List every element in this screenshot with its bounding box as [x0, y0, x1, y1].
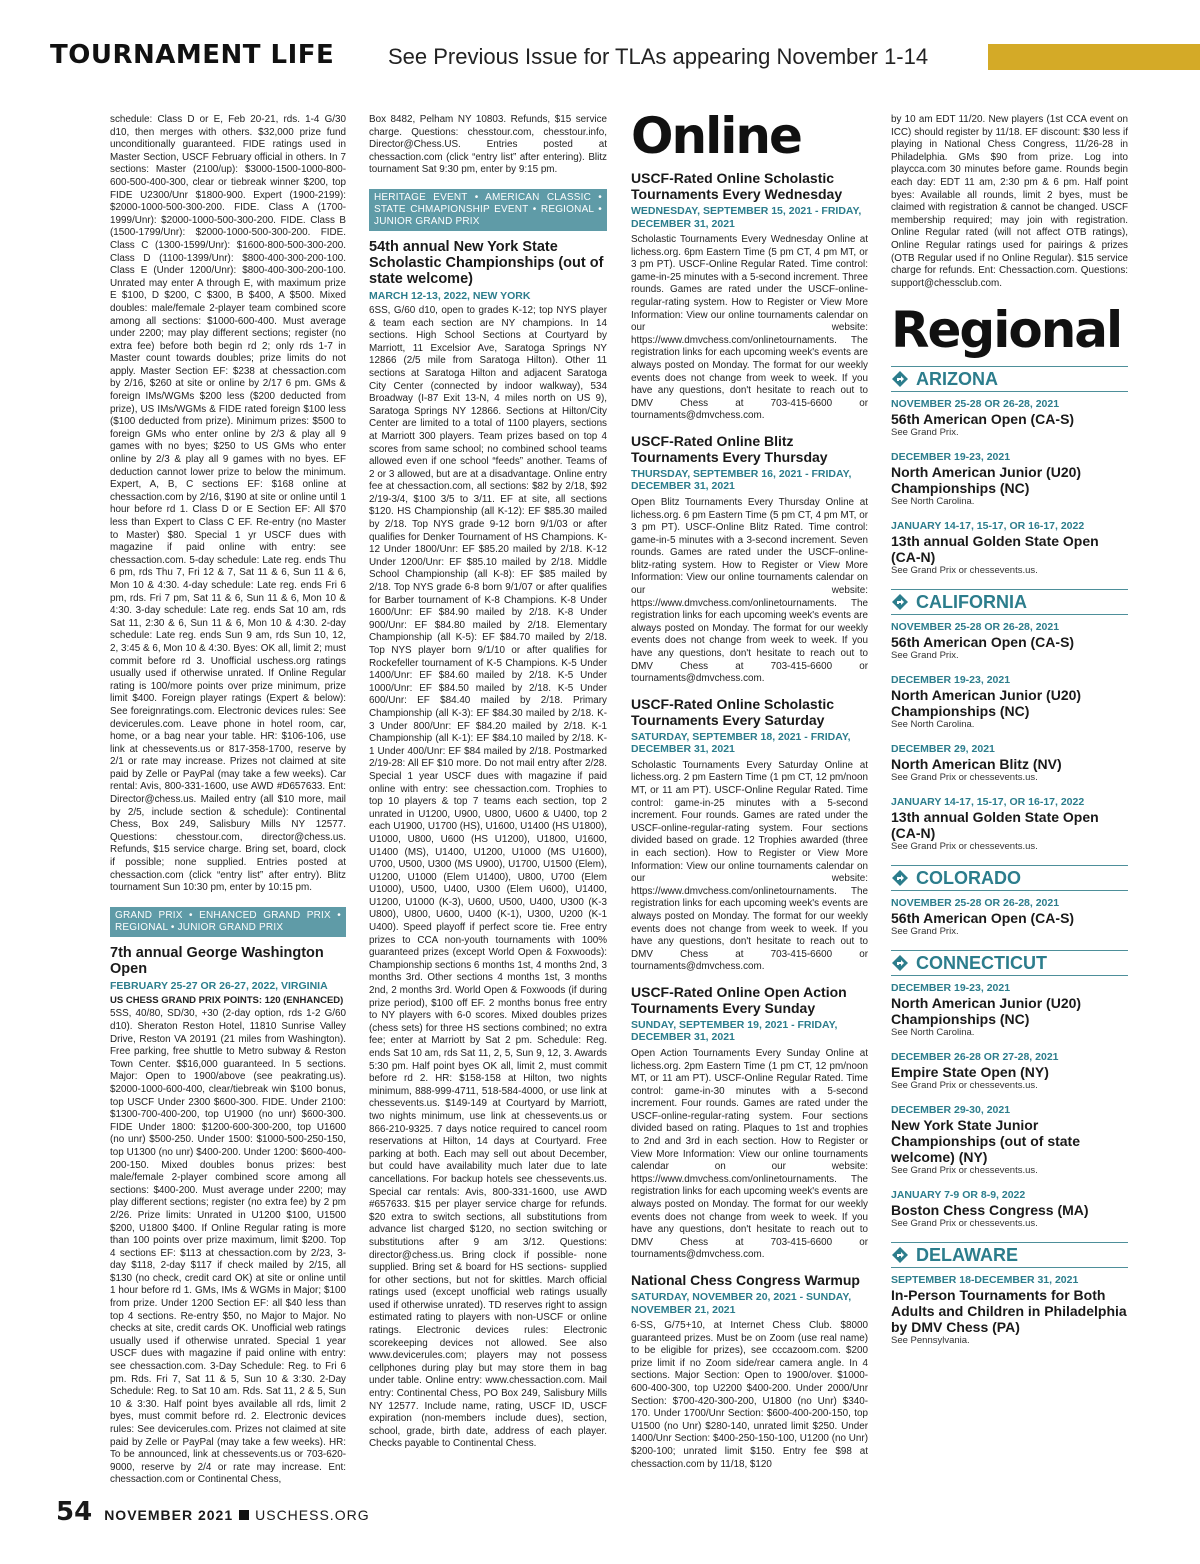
regional-heading: Regional	[891, 301, 1122, 360]
see-reference: See Grand Prix or chessevents.us.	[891, 772, 1038, 784]
event-title: 13th annual Golden State Open (CA-N)	[891, 533, 1099, 566]
state-header	[891, 1242, 1128, 1268]
event-title: Boston Chess Congress (MA)	[891, 1202, 1089, 1219]
page-header	[50, 38, 1200, 78]
event-title: New York State Junior Championships (out of state welcome) (NY)	[891, 1117, 1080, 1166]
event-date: DECEMBER 29-30, 2021	[891, 1104, 1011, 1117]
event-details: Open Blitz Tournaments Every Thursday Online at lichess.org. 6 pm Eastern Time (5 pm CT, 4 pm MT, or 3 pm PT). USCF-Online Blitz Rated. Time control: game-in-5 minutes with a 3-second increment. Seven rounds. Games are rated under the USCF-online-blitz-rating system. How to Register or View More Information: View our online tournaments calendar on our website: https://www.dmvchess.com/onlinetournaments. The registration links for each upcoming week's events are always posted on Monday. The format for our weekly events does not change from week to week. If you have any questions, don't hesitate to reach out to DMV Chess at 703-415-6600 or tournaments@dmvchess.com.	[631, 496, 868, 685]
grand-prix-points: US CHESS GRAND PRIX POINTS: 120 (ENHANCED)	[110, 994, 344, 1006]
regional-event	[891, 743, 1128, 783]
event-date: JANUARY 14-17, 15-17, OR 16-17, 2022	[891, 520, 1085, 533]
event-title: North American Junior (U20) Championships (NC)	[891, 995, 1082, 1028]
page-number: 54	[56, 1497, 93, 1527]
event-date: DECEMBER 19-23, 2021	[891, 674, 1011, 687]
event-date: MARCH 12-13, 2022, NEW YORK	[369, 289, 531, 302]
regional-event	[891, 796, 1128, 852]
see-reference: See Grand Prix.	[891, 926, 959, 938]
header-accent-bar	[988, 44, 1200, 70]
state-name: CONNECTICUT	[916, 953, 1047, 974]
event-details: Open Action Tournaments Every Sunday Online at lichess.org. 2pm Eastern Time (1 pm CT, 12 pm/noon MT, or 11 am PT). USCF-Online Regular Rated. Time control: game-in-30 minutes with a 5-second increment. Four rounds. Games are rated under the USCF-online-regular-rating system. Four sections divided based on rating. Plaques to 1st and trophies to 2nd and 3rd in each section. How to Register or View More Information: View our online tournaments calendar on our website: https://www.dmvchess.com/onlinetournaments. The registration links for each upcoming week's events are always posted on Monday. The format for our weekly events does not change from week to week. If you have any questions, don't hesitate to reach out to DMV Chess at 703-415-6600 or tournaments@dmvchess.com.	[631, 1047, 868, 1261]
event-date: NOVEMBER 25-28 OR 26-28, 2021	[891, 621, 1060, 634]
section-subtitle: See Previous Issue for TLAs appearing November 1-14	[388, 44, 929, 69]
event-date: JANUARY 7-9 OR 8-9, 2022	[891, 1189, 1026, 1202]
diamond-arrow-icon	[891, 593, 911, 611]
event-title: 56th American Open (CA-S)	[891, 411, 1075, 428]
diamond-arrow-icon	[891, 370, 911, 388]
regional-event	[891, 674, 1128, 730]
regional-event	[891, 982, 1128, 1038]
see-reference: See Pennsylvania.	[891, 1335, 970, 1347]
continued-listing-text: by 10 am EDT 11/20. New players (1st CCA event on ICC) should register by 11/18. EF discount: $30 less if playing in National Chess Congress, 11/26-28 in Philadelphia. GMs $90 from prize. Log into playcca.com 30 minutes before game. Rounds begin each day: EDT 11 am, 2:30 pm & 6 pm. Half point byes: Available all rounds, limit 2 byes, must be claimed with registration & cannot be changed. USCF membership required; may join with registration. Online Regular rated (will not affect OTB ratings), Online Regular ratings used for pairings & prizes (OTB Regular used if no Online Regular). $15 service charge for refunds. Ent: Chessaction.com. Questions: support@chessclub.com.	[891, 114, 1128, 289]
event-title: USCF-Rated Online Scholastic Tournaments Every Wednesday	[631, 170, 843, 202]
event-title: USCF-Rated Online Open Action Tournaments Every Sunday	[631, 983, 847, 1016]
regional-event	[891, 1104, 1128, 1176]
see-reference: See Grand Prix or chessevents.us.	[891, 1165, 1038, 1177]
event-title: 54th annual New York State Scholastic Championships (out of state welcome)	[369, 238, 604, 287]
diamond-arrow-icon	[891, 1246, 911, 1264]
event-title: North American Junior (U20) Championships (NC)	[891, 464, 1082, 497]
continued-listing-text: Box 8482, Pelham NY 10803. Refunds, $15 service charge. Questions: chesstour.com, chesstour.info, Director@Chess.US. Entries posted at chessaction.com (click “entry list” after entering). Blitz tournament Sat 9:30 pm, enter by 9:15 pm.	[369, 114, 607, 176]
event-date: THURSDAY, SEPTEMBER 16, 2021 - FRIDAY, DECEMBER 31, 2021	[631, 467, 852, 493]
column-2	[369, 114, 607, 1451]
event-title: 13th annual Golden State Open (CA-N)	[891, 809, 1099, 842]
see-reference: See Grand Prix or chessevents.us.	[891, 1218, 1038, 1230]
event-date: FEBRUARY 25-27 OR 26-27, 2022, VIRGINIA	[110, 979, 328, 992]
column-1	[110, 114, 346, 1487]
event-title: North American Blitz (NV)	[891, 756, 1062, 773]
issue-date: NOVEMBER 2021	[104, 1507, 234, 1523]
state-name: COLORADO	[916, 868, 1021, 889]
event-title: USCF-Rated Online Blitz Tournaments Every Thursday	[631, 432, 828, 465]
event-date: DECEMBER 29, 2021	[891, 743, 995, 756]
state-header	[891, 366, 1128, 392]
site-name: USCHESS.ORG	[255, 1507, 370, 1523]
event-title: 56th American Open (CA-S)	[891, 910, 1075, 927]
event-tag: GRAND PRIX • ENHANCED GRAND PRIX • REGIONAL • JUNIOR GRAND PRIX	[110, 907, 346, 937]
event-date: JANUARY 14-17, 15-17, OR 16-17, 2022	[891, 796, 1085, 809]
event-date: SATURDAY, SEPTEMBER 18, 2021 - FRIDAY, DECEMBER 31, 2021	[631, 730, 851, 756]
event-date: DECEMBER 26-28 OR 27-28, 2021	[891, 1051, 1059, 1064]
event-date: SEPTEMBER 18-DECEMBER 31, 2021	[891, 1274, 1079, 1287]
see-reference: See North Carolina.	[891, 1027, 975, 1039]
event-title: 56th American Open (CA-S)	[891, 634, 1075, 651]
diamond-arrow-icon	[891, 954, 911, 972]
section-title: TOURNAMENT LIFE	[50, 40, 335, 70]
see-reference: See Grand Prix.	[891, 427, 959, 439]
see-reference: See Grand Prix or chessevents.us.	[891, 565, 1038, 577]
continued-listing-text: schedule: Class D or E, Feb 20-21, rds. 1-4 G/30 d10, then merges with others. $32,000 prize fund unconditionally guaranteed. FIDE ratings used in Master Section, USCF February official in others. In 7 sections: Master (2100/up): $3000-1500-1000-800-600-500-400-300, clear or tiebreak winner $200, top FIDE U2300/Unr $1800-900. Expert (1900-2199): $2000-1000-500-300-200. FIDE. Class A (1700-1999/Unr): $2000-1000-500-300-200. FIDE. Class B (1500-1799/Unr): $2000-1000-500-300-200. FIDE. Class C (1300-1599/Unr): $1600-800-500-300-200. Class D (1100-1399/Unr): $800-400-300-200-100. Class E (Under 1200/Unr): $800-400-300-200-100. Unrated may enter A through E, with maximum prize E $100, D $200, C $300, B $400, A $500. Mixed doubles: male/female 2-player team combined score among all sections: $1000-600-400. Must average under 2200; may play different sections; register (no extra fee) before both begin rd 2; only rds 1-7 in Master count towards doubles; prize limits do not apply. Master Section EF: $238 at chessaction.com by 2/16, $260 at site or online by 2/17 6 pm. GMs & foreign IMs/WGMs $200 less ($200 deducted from prize), US IMs/WGMs & FIDE rated foreign $100 less ($100 deducted from prize). Minimum prizes: $500 to foreign GMs who enter online by 2/3 & play all 9 games with no byes; $250 to US GMs who enter online by 2/3 & play all 9 games with no byes. EF deduction cannot lower prize to below the minimum. Expert, A, B, C sections EF: $168 online at chessaction.com by 2/16, $190 at site or online until 1 hour before rd 1. Class D or E Section EF: All $70 less than Expert to Class C EF. Re-entry (no Master to Master) $80. Special 1 yr USCF dues with magazine if paid online with entry: see chessaction.com. 5-day schedule: Late reg. ends Thu 6 pm, rds Thu 7, Fri 12 & 7, Sat 11 & 6, Sun 11 & 6, Mon 10 & 4:30. 4-day schedule: Late reg. ends Fri 6 pm, rds. Fri 7 pm, Sat 11 & 6, Sun 11 & 6, Mon 10 & 4:30. 3-day schedule: Late reg. ends Sat 10 am, rds Sat 11, 2:30 & 6, Sun 11 & 6, Mon 10 & 4:30. 2-day schedule: Late reg. ends Sun 9 am, rds Sun 10, 12, 2, 3:45 & 6, Mon 10 & 4:30. Byes: OK all, limit 2; must commit before rd 3. Unofficial uschess.org ratings usually used if otherwise unrated. If Online Regular rating is 100/more points over prize minimum, prize limit $400. Foreign player ratings (Expert & below): See foreignratings.com. Electronic devices rules: See devicerules.com. Leave phone in hotel room, car, home, or a bag near your table. HR: $106-106, use link at chessevents.us or 817-358-1700, reserve by 2/1 or rate may increase. Prizes not claimed at site paid by Zelle or PayPal (may take a few weeks). Car rental: Avis, 800-331-1600, use AWD #D657633. Ent: Director@chess.us. Mailed entry (all $10 more, mail by 2/5, include section & schedule): Continental Chess, Box 249, Salisbury Mills NY 12577. Questions: chesstour.com, director@chess.us. Refunds, $15 service charge. Bring set, board, clock if possible; none supplied. Entries posted at chessaction.com (click “entry list” after entry). Blitz tournament Sun 10:30 pm, enter by 10:15 pm.	[110, 114, 346, 894]
state-header	[891, 950, 1128, 976]
event-title: USCF-Rated Online Scholastic Tournaments Every Saturday	[631, 695, 835, 728]
see-reference: See Grand Prix or chessevents.us.	[891, 841, 1038, 853]
event-title: 7th annual George Washington Open	[110, 944, 324, 977]
event-date: DECEMBER 19-23, 2021	[891, 982, 1011, 995]
footer-square-icon	[239, 1510, 249, 1520]
regional-event	[891, 451, 1128, 507]
regional-event	[891, 398, 1128, 438]
event-date: NOVEMBER 25-28 OR 26-28, 2021	[891, 398, 1060, 411]
online-heading: Online	[631, 107, 801, 165]
event-date: SUNDAY, SEPTEMBER 19, 2021 - FRIDAY, DECEMBER 31, 2021	[631, 1018, 838, 1044]
event-tag: HERITAGE EVENT • AMERICAN CLASSIC • STATE CHMAPIONSHIP EVENT • REGIONAL • JUNIOR GRAND PRIX	[369, 189, 607, 231]
event-details: Scholastic Tournaments Every Wednesday Online at lichess.org. 6pm Eastern Time (5 pm CT, 4 pm MT, or 3 pm PT). USCF-Online Regular Rated. Time control: game-in-25 minutes with a 5-second increment. Three rounds. Games are rated under the USCF-online-regular-rating system. How to Register or View More Information: View our online tournaments calendar on our website: https://www.dmvchess.com/onlinetournaments. The registration links for each upcoming week's events are always posted on Monday. The format for our weekly events does not change from week to week. If you have any questions, don't hesitate to reach out to DMV Chess at 703-415-6600 or tournaments@dmvchess.com.	[631, 234, 868, 422]
column-4	[891, 114, 1128, 1359]
event-title: North American Junior (U20) Championships (NC)	[891, 687, 1082, 720]
state-header	[891, 865, 1128, 891]
state-header	[891, 589, 1128, 615]
state-name: CALIFORNIA	[916, 592, 1027, 613]
event-date: SATURDAY, NOVEMBER 20, 2021 - SUNDAY, NOVEMBER 21, 2021	[631, 1291, 852, 1316]
event-details: Scholastic Tournaments Every Saturday Online at lichess.org. 2 pm Eastern Time (1 pm CT, 12 pm/noon MT, or 11 am PT). USCF-Online Regular Rated. Time control: game-in-25 minutes with a 5-second increment. Four rounds. Games are rated under the USCF-online-regular-rating system. Four sections divided based on grade. 12 Trophies awarded (three in each section). How to Register or View More Information: View our online tournaments calendar on our website: https://www.dmvchess.com/onlinetournaments. The registration links for each upcoming week's events are always posted on Monday. The format for our weekly events does not change from week to week. If you have any questions, don't hesitate to reach out to DMV Chess at 703-415-6600 or tournaments@dmvchess.com.	[631, 759, 868, 973]
regional-event	[891, 1189, 1128, 1229]
regional-event	[891, 1274, 1128, 1346]
see-reference: See Grand Prix or chessevents.us.	[891, 1080, 1038, 1092]
event-title: Empire State Open (NY)	[891, 1064, 1049, 1081]
state-name: ARIZONA	[916, 369, 998, 390]
see-reference: See North Carolina.	[891, 496, 975, 508]
diamond-arrow-icon	[891, 869, 911, 887]
event-date: WEDNESDAY, SEPTEMBER 15, 2021 - FRIDAY, DECEMBER 31, 2021	[631, 205, 862, 230]
regional-event	[891, 621, 1128, 661]
event-details: 6-SS, G/75+10, at Internet Chess Club. $8000 guaranteed prizes. Must be on Zoom (use real name) to be eligible for prizes), see cccazoom.com. $200 prize limit if no Zoom side/rear camera angle. In 4 sections. Major Section: Open to 1900/over. $1000-600-400-300, top U2200 $400-200. Under 2000/Unr Section: $700-420-300-200, U1800 (no Unr) $340-170. Under 1700/Unr Section: $600-400-200-150, top U1500 (no Unr) $280-140, unrated limit $250. Under 1400/Unr Section: $400-250-150-100, U1200 (no Unr) $200-100; unrated limit $150. Entry fee $98 at chessaction.com by 11/18, $120	[631, 1320, 868, 1470]
event-details: 6SS, G/60 d10, open to grades K-12; top NYS player & team each section are NY champions. In 14 sections. High School Sections at Courtyard by Marriott, 11 Excelsior Ave, Saratoga Springs NY 12866 (2/5 mile from Saratoga Hilton). Other 11 sections at Saratoga Hilton and adjacent Saratoga City Center (connected by indoor walkway), 534 Broadway (I-87 Exit 13-N, 4 miles north on US 9), Saratoga Springs NY 12866. Sections at Hilton/City Center are limited to a total of 1100 players, sections at Marriott 300 players. Team prizes based on top 4 scores from same school; no combined school teams allowed even if one school “feeds” another. Teams of 2 or 3 allowed, but are at a disadvantage. Online entry fee at chessaction.com, all sections: $82 by 2/18, $92 2/19-3/4, $100 3/5 to 3/11. EF at site, all sections $120. HS Championship (all K-12): EF $85.30 mailed by 2/18. Top NYS grade 9-12 born 9/1/03 or after qualifies for Denker Tournament of HS Champions. K-12 Under 1800/Unr: EF $85.20 mailed by 2/18. K-12 Under 1200/Unr: EF $85.10 mailed by 2/18. Middle School Championship (all K-8): EF $85 mailed by 2/18. Top NYS grade 6-8 born 9/1/07 or after qualifies for Barber tournament of K-8 Champions. K-8 Under 1600/Unr: EF $84.90 mailed by 2/18. K-8 Under 900/Unr: EF $84.80 mailed by 2/18. Elementary Championship (all K-5): EF $84.70 mailed by 2/18. Top NYS player born 9/1/10 or after qualifies for Rockefeller tournament of K-5 Champions. K-5 Under 1400/Unr: EF $84.60 mailed by 2/18. K-5 Under 1000/Unr: EF $84.50 mailed by 2/18. K-5 Under 600/Unr: EF $84.40 mailed by 2/18. Primary Championship (all K-3): EF $84.30 mailed by 2/18. K-3 Under 800/Unr: EF $84.20 mailed by 2/18. K-1 Championship (all K-1): EF $84.10 mailed by 2/18. K-1 Under 400/Unr: EF $84 mailed by 2/18. Postmarked 2/19-28: All EF $10 more. Do not mail entry after 2/28. Special 1 year USCF dues with magazine if paid online with entry: see chessaction.com. Trophies to top 10 players & top 7 teams each section, top 2 unrated in U1200, U900, U800, U600 & U400, top 2 each U1900, U1700 (HS), U1600, U1400 (HS U1800), U1000, U800, U600 (HS U1200), U1800, U1600, U1400 (MS), U1400, U1200, U1000 (MS U1600), U700, U500, U300 (MS U900), U1700, U1500 (Elem), U1200, U1000 (Elem U1400), U800, U700 (Elem U1000), U500, U400, U300 (Elem U600), U1400, U1200, U1000 (K-3), U600, U500, U400, U300 (K-3 U800), U800, U600, U400 (K-1), U300, U200 (K-1 U400). Speed playoff if perfect score tie. Free entry prizes to CCA non-youth tournaments with 100% guaranteed prizes (except World Open & Foxwoods): Championship sections 6 months 1st, 4 months 2nd, 3 months 3rd. Other sections 4 months 1st, 3 months 2nd, 2 months 3rd. World Open & Foxwoods (if during prize period), $100 off EF. 2 months bonus free entry to NY players with 6-0 scores. Mixed doubles prizes (chess sets) for three HS sections combined; no extra fee; enter at Marriott by Sat 2 pm. Schedule: Reg. ends Sat 10 am, rds Sat 11, 2, 5, Sun 9, 12, 3. Awards 5:30 pm. Half point byes OK all, limit 2, must commit before rd 2. HR: $158-158 at Hilton, two nights minimum, 888-999-4711, 518-584-4000, or use link at chessevents.us. $149-149 at Courtyard by Marriott, two nights minimum, use link at chessevents.us or 866-210-9325. 7 days notice required to cancel room reservations at Hilton, 14 days at Courtyard. Free parking at both. Each may sell out about December, but could have availability much later due to late cancellations. For backup hotels see chessevents.us. Special car rentals: Avis, 800-331-1600, use AWD #657633. $15 per player service charge for refunds. $20 extra to switch sections, all substitutions from advance list charged $120, no section switching or substitutions after 9 am 3/12. Questions: director@chess.us. Bring clock if possible- none supplied. Bring set & board for HS sections- supplied for other sections, but not for skittles. March official ratings used (except unofficial web ratings usually used if otherwise unrated). TD reserves right to assign estimated rating to players with non-USCF or online ratings. Electronic devices rules: Electronic scorekeeping devices not allowed. See also www.devicerules.com; players may not possess cellphones during play but may store them in bag under table. Online entry: www.chessaction.com. Mail entry: Continental Chess, PO Box 249, Salisbury Mills NY 12577. Include name, rating, USCF ID, USCF expiration (non-members include dues), section, school, grade, birth date, address of each player. Checks payable to Continental Chess.	[369, 304, 607, 1450]
event-title: In-Person Tournaments for Both Adults and Children in Philadelphia by DMV Chess (PA)	[891, 1287, 1127, 1336]
see-reference: See Grand Prix.	[891, 650, 959, 662]
column-3	[631, 107, 868, 1471]
regional-event	[891, 1051, 1128, 1091]
regional-event	[891, 897, 1128, 937]
page-footer	[56, 1497, 370, 1527]
state-name: DELAWARE	[916, 1245, 1019, 1266]
event-date: NOVEMBER 25-28 OR 26-28, 2021	[891, 897, 1060, 910]
state-listings	[891, 366, 1128, 1346]
event-details: 5SS, 40/80, SD/30, +30 (2-day option, rds 1-2 G/60 d10). Sheraton Reston Hotel, 11810 Sunrise Valley Drive, Reston VA 20191 (21 miles from Washington). Free parking, free shuttle to Metro subway & Reston Town Center. $$16,000 guaranteed. In 5 sections. Major: Open to 1900/above (see peakrating.us). $2000-1000-600-400, clear/tiebreak win $100 bonus, top USCF Under 2300 $600-300. FIDE. Under 2100: $1300-700-400-200, top U1900 (no unr) $600-300. FIDE Under 1800: $1200-600-300-200, top U1600 (no unr) $500-250. Under 1500: $1000-500-250-150, top U1300 (no unr) $400-200. Under 1200: $600-400-200-150. Mixed doubles bonus prizes: best male/female 2-player combined score among all sections: $400-200. Must average under 2200; may play different sections; register (no extra fee) by 2 pm 2/26. Prize limits: Unrated in U1200 $100, U1500 $200, U1800 $400. If Online Regular rating is more than 100 points over prize maximum, limit $200. Top 4 sections EF: $113 at chessaction.com by 2/23, 3-day $118, 2-day $117 if check mailed by 2/15, all $130 (no check, credit card OK) at site or online until 1 hour before rd 1. GMs, IMs & WGMs in Major; $100 from prize. Under 1200 Section EF: all $40 less than top 4 sections. Re-entry $50, no Major to Major. No checks at site, credit cards OK. Unofficial web ratings usually used if otherwise unrated. Special 1 year USCF dues with magazine if paid online with entry: see chessaction.com. 3-Day Schedule: Reg. to Fri 6 pm. Rds. Fri 7, Sat 11 & 5, Sun 10 & 3:30. 2-Day Schedule: Reg. to Sat 10 am. Rds. Sat 11, 2 & 5, Sun 10 & 3:30. Half point byes available all rds, limit 2 byes, must commit before rd. 2. Electronic devices rules: See devicerules.com. Prizes not claimed at site paid by Zelle or PayPal (may take a few weeks). HR: To be announced, link at chessevents.us or 703-620-9000, reserve by 2/4 or rate may increase. Ent: chessaction.com or Continental Chess,	[110, 1008, 346, 1486]
see-reference: See North Carolina.	[891, 719, 975, 731]
event-title: National Chess Congress Warmup	[631, 1272, 860, 1288]
regional-event	[891, 520, 1128, 576]
event-date: DECEMBER 19-23, 2021	[891, 451, 1011, 464]
